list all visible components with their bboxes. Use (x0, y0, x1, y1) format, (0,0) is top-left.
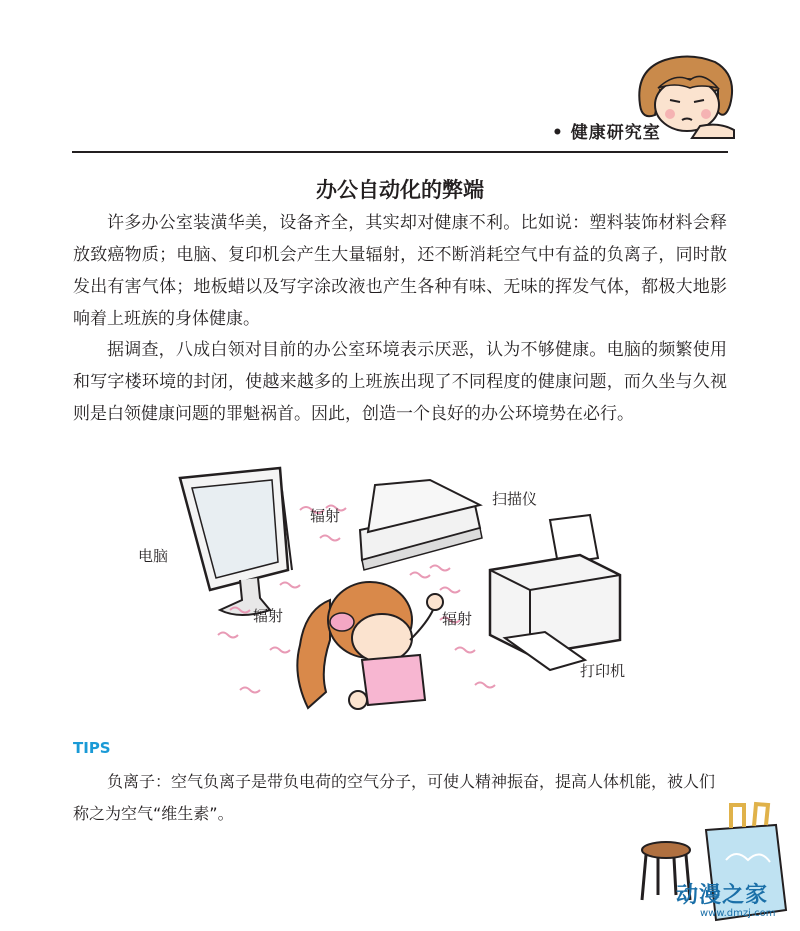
label-radiation-scanner: 辐射 (310, 507, 341, 525)
article-title: 办公自动化的弊端 (316, 178, 484, 202)
computer-monitor-drawing (180, 468, 292, 615)
tips-title: TIPS (73, 739, 111, 757)
printer-drawing (490, 515, 620, 670)
article-paragraph-1: 许多办公室装潢华美，设备齐全，其实却对健康不利。比如说：塑料装饰材料会释放致癌物质；电脑、复印机会产生大量辐射，还不断消耗空气中有益的负离子，同时散发出有害气体；地板蜡以及写字涂改液也产生各种有味、无味的挥发气体，都极大地影响着上班族的身体健康。 (73, 213, 727, 329)
tips-text: 负离子：空气负离子是带负电荷的空气分子，可使人精神振奋，提高人体机能，被人们称之为空气“维生素”。 (73, 772, 716, 823)
section-label: • 健康研究室 (552, 123, 661, 143)
girl-drawing (297, 582, 443, 709)
label-computer: 电脑 (138, 547, 169, 565)
label-radiation-computer: 辐射 (253, 607, 284, 625)
label-printer: 打印机 (580, 662, 626, 680)
watermark-url: www.dmzj.com (700, 908, 776, 919)
watermark-logo: 动漫之家 (676, 883, 769, 908)
article-paragraph-2: 据调查，八成白领对目前的办公室环境表示厌恶，认为不够健康。电脑的频繁使用和写字楼环境的封闭，使越来越多的上班族出现了不同程度的健康问题，而久坐与久视则是白领健康问题的罪魁祸首。因此，创造一个良好的办公环境势在必行。 (73, 340, 727, 424)
header-divider (72, 151, 728, 153)
label-radiation-printer: 辐射 (442, 610, 473, 628)
office-radiation-illustration (130, 460, 650, 725)
label-scanner: 扫描仪 (492, 490, 538, 508)
scanner-drawing (360, 480, 482, 570)
